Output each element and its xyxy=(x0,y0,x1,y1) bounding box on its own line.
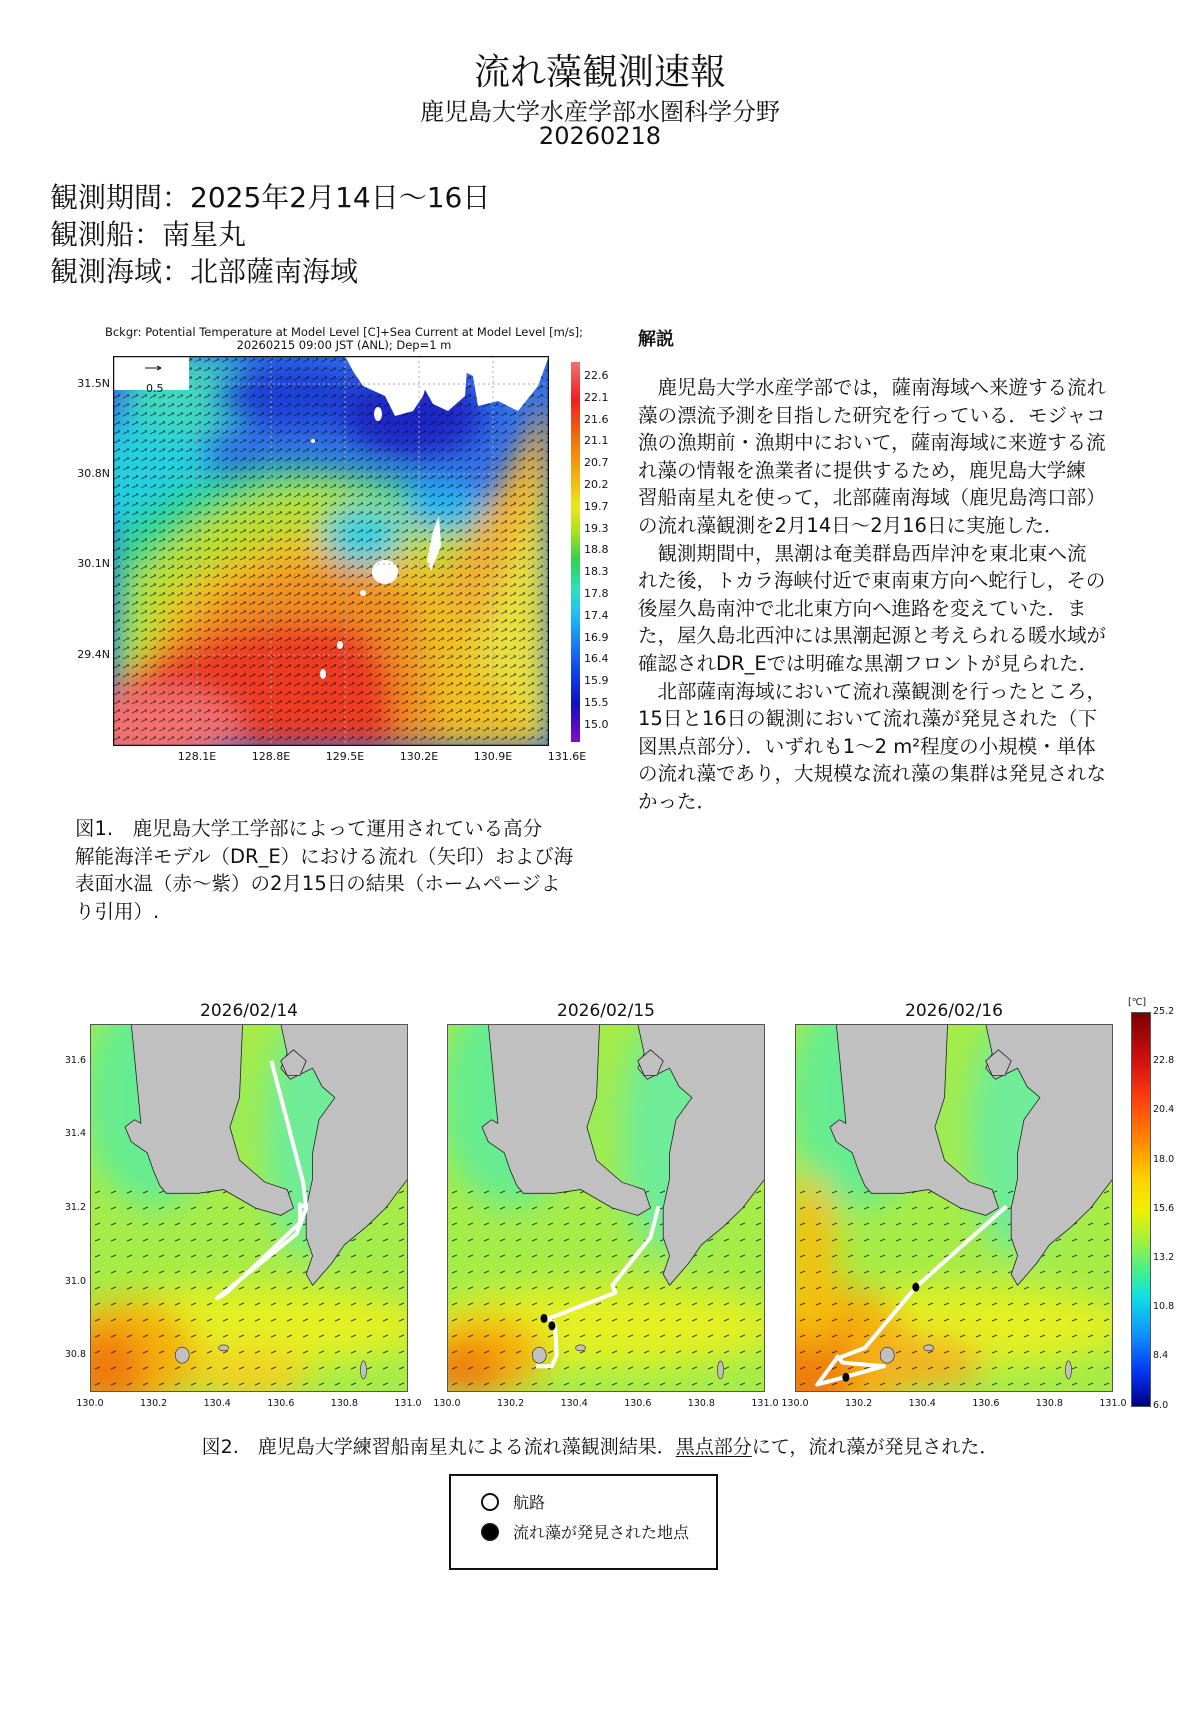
land-island xyxy=(880,1347,894,1363)
lat-tick-label: 31.5N xyxy=(77,377,110,390)
lon-tick-label: 130.2E xyxy=(399,750,439,763)
drift-seaweed-found-point xyxy=(842,1373,849,1382)
caption-text: にて，流れ藻が発見された． xyxy=(751,1436,999,1458)
commentary-line: 15日と16日の観測において流れ藻が発見された（下 xyxy=(638,707,1098,731)
colorbar-label: 15.0 xyxy=(584,717,609,731)
open-circle-icon xyxy=(481,1493,499,1511)
colorbar-label: 21.1 xyxy=(584,434,609,448)
survey-map xyxy=(795,1024,1113,1392)
commentary-line: かった． xyxy=(638,789,717,813)
figure2-colorbar xyxy=(1131,1012,1151,1407)
colorbar-label: 15.6 xyxy=(1153,1202,1175,1214)
colorbar-label: 16.4 xyxy=(584,652,609,666)
drift-seaweed-found-point xyxy=(540,1314,547,1323)
colorbar-label: 16.9 xyxy=(584,630,609,644)
lon-tick-label: 130.8 xyxy=(687,1398,715,1409)
commentary-line: の流れ藻観測を2月14日～2月16日に実施した． xyxy=(638,513,1064,537)
lat-tick-label: 30.8 xyxy=(64,1349,86,1361)
survey-map xyxy=(90,1024,408,1392)
commentary-line: れ藻の情報を漁業者に提供するため，鹿児島大学練 xyxy=(638,458,1086,482)
observation-period: 観測期間：2025年2月14日～16日 xyxy=(50,181,491,214)
lon-tick-label: 130.2 xyxy=(496,1398,525,1409)
commentary-line: 習船南星丸を使って，北部薩南海域（鹿児島湾口部） xyxy=(638,486,1106,510)
colorbar-label: 17.4 xyxy=(584,608,609,622)
lon-tick-label: 129.5E xyxy=(325,750,365,763)
lon-tick-label: 131.0 xyxy=(751,1398,779,1409)
land-island xyxy=(924,1345,934,1351)
lon-tick-label: 130.4 xyxy=(908,1398,936,1409)
commentary-heading: 解説 xyxy=(638,329,674,350)
colorbar-label: 17.8 xyxy=(584,587,609,600)
lon-tick-label: 128.8E xyxy=(251,750,291,763)
legend-route-label: 航路 xyxy=(513,1493,546,1512)
observation-area: 観測海域：北部薩南海域 xyxy=(50,255,359,288)
map-date-title: 2026/02/15 xyxy=(557,1001,655,1021)
lon-tick-label: 130.0 xyxy=(433,1398,461,1409)
commentary-line: 藻の漂流予測を目指した研究を行っている．モジャコ xyxy=(638,403,1106,427)
commentary-line: 後屋久島南沖で北北東方向へ進路を変えていた．ま xyxy=(638,596,1087,620)
drift-seaweed-found-point xyxy=(912,1283,919,1292)
lon-tick-label: 131.0 xyxy=(1099,1398,1127,1409)
survey-map xyxy=(447,1024,765,1392)
commentary-line: 図黒点部分）．いずれも1～2 m²程度の小規模・単体 xyxy=(638,734,1096,758)
colorbar-label: 15.9 xyxy=(584,674,609,688)
report-date: 20260218 xyxy=(538,122,662,150)
map-date-title: 2026/02/14 xyxy=(200,1001,298,1021)
lon-tick-label: 130.8 xyxy=(330,1398,358,1409)
colorbar-label: 10.8 xyxy=(1153,1301,1175,1313)
lat-tick-label: 30.8N xyxy=(77,467,110,480)
lon-tick-label: 131.0 xyxy=(394,1398,422,1409)
commentary-line: 確認されDR_Eでは明確な黒潮フロントが見られた． xyxy=(638,651,1099,675)
land-island xyxy=(717,1361,723,1379)
colorbar-unit: [℃] xyxy=(1128,997,1147,1008)
colorbar-label: 22.1 xyxy=(584,390,609,404)
colorbar-label: 21.6 xyxy=(584,412,609,426)
land-island xyxy=(360,1361,366,1379)
drift-seaweed-found-point xyxy=(548,1321,555,1330)
land-island xyxy=(576,1345,586,1351)
colorbar-label: 22.8 xyxy=(1153,1055,1175,1067)
filled-circle-icon xyxy=(481,1523,499,1541)
lon-tick-label: 130.4 xyxy=(560,1398,588,1409)
colorbar-label: 20.7 xyxy=(584,456,609,470)
caption-line: 解能海洋モデル（DR_E）における流れ（矢印）および海 xyxy=(75,844,574,868)
lon-tick-label: 130.0 xyxy=(781,1398,809,1409)
lon-tick-label: 130.6 xyxy=(624,1398,652,1409)
caption-text: 図2. 鹿児島大学練習船南星丸による流れ藻観測結果． xyxy=(201,1436,676,1458)
commentary-line: た，屋久島北西沖には黒潮起源と考えられる暖水域が xyxy=(638,624,1107,648)
lon-tick-label: 130.8 xyxy=(1035,1398,1063,1409)
colorbar-label: 15.5 xyxy=(584,696,609,709)
lat-tick-label: 29.4N xyxy=(77,648,110,661)
colorbar-label: 6.0 xyxy=(1153,1399,1169,1411)
colorbar-label: 25.2 xyxy=(1153,1006,1175,1017)
observation-ship: 観測船：南星丸 xyxy=(50,218,247,251)
colorbar-label: 13.2 xyxy=(1153,1252,1175,1263)
land-island xyxy=(532,1347,546,1363)
lat-tick-label: 30.1N xyxy=(77,557,110,570)
lat-tick-label: 31.6 xyxy=(64,1054,86,1066)
lon-tick-label: 128.1E xyxy=(177,750,217,763)
lon-tick-label: 130.2 xyxy=(844,1398,873,1409)
colorbar-label: 19.7 xyxy=(584,499,609,513)
caption-line: 表面水温（赤～紫）の2月15日の結果（ホームページよ xyxy=(75,872,561,895)
land-island xyxy=(219,1345,229,1351)
commentary-line: 鹿児島大学水産学部では，薩南海域へ来遊する流れ xyxy=(657,376,1107,399)
figure1-colorbar xyxy=(571,362,580,742)
lon-tick-label: 130.2 xyxy=(139,1398,168,1409)
legend-found-label: 流れ藻が発見された地点 xyxy=(513,1523,690,1542)
lat-tick-label: 31.4 xyxy=(64,1128,86,1140)
figure1-caption xyxy=(75,815,605,925)
colorbar-label: 18.0 xyxy=(1153,1153,1175,1165)
map-legend xyxy=(449,1474,718,1570)
land-island xyxy=(1065,1361,1071,1379)
colorbar-label: 18.3 xyxy=(584,565,609,579)
organization: 鹿児島大学水産学部水圏科学分野 xyxy=(420,98,780,126)
map-date-title: 2026/02/16 xyxy=(905,1001,1003,1021)
lon-tick-label: 130.6 xyxy=(267,1398,295,1409)
land-island xyxy=(175,1347,189,1363)
caption-line: 図1. 鹿児島大学工学部によって運用されている高分 xyxy=(75,817,543,840)
colorbar-label: 8.4 xyxy=(1153,1350,1169,1362)
lon-tick-label: 130.9E xyxy=(473,750,513,763)
figure1-title xyxy=(84,326,604,352)
figure1-title-line: 20260215 09:00 JST (ANL); Dep=1 m xyxy=(236,338,452,352)
figure1-title-line: Bckgr: Potential Temperature at Model Level [C]+Sea Current at Model Level [m/s]; xyxy=(104,325,584,339)
colorbar-label: 20.2 xyxy=(584,478,609,491)
caption-emphasis: 黒点部分 xyxy=(675,1436,752,1458)
lat-tick-label: 31.2 xyxy=(64,1202,86,1213)
colorbar-label: 22.6 xyxy=(584,369,609,382)
lon-tick-label: 130.6 xyxy=(972,1398,1000,1409)
caption-line: り引用）. xyxy=(75,899,160,923)
commentary-line: 漁の漁期前・漁期中において，薩南海域に来遊する流 xyxy=(638,431,1106,455)
lat-tick-label: 31.0 xyxy=(64,1275,86,1287)
lon-tick-label: 130.0 xyxy=(76,1398,104,1409)
commentary-line: れた後，トカラ海峡付近で東南東方向へ蛇行し，その xyxy=(638,569,1106,593)
lon-tick-label: 130.4 xyxy=(203,1398,231,1409)
lon-tick-label: 131.6E xyxy=(547,750,587,763)
page-title: 流れ藻観測速報 xyxy=(473,52,726,93)
vector-scale-label: 0.5 xyxy=(146,382,164,395)
commentary-line: 北部薩南海域において流れ藻観測を行ったところ， xyxy=(657,679,1107,703)
commentary-line: 観測期間中，黒潮は奄美群島西岸沖を東北東へ流 xyxy=(657,541,1087,565)
colorbar-label: 18.8 xyxy=(584,543,609,557)
commentary-line: の流れ藻であり，大規模な流れ藻の集群は発見されな xyxy=(638,762,1107,786)
commentary-body xyxy=(638,374,1178,816)
colorbar-label: 20.4 xyxy=(1153,1104,1175,1116)
figure1-map xyxy=(113,356,549,746)
figure2-caption xyxy=(0,1432,1200,1459)
colorbar-label: 19.3 xyxy=(584,521,609,535)
